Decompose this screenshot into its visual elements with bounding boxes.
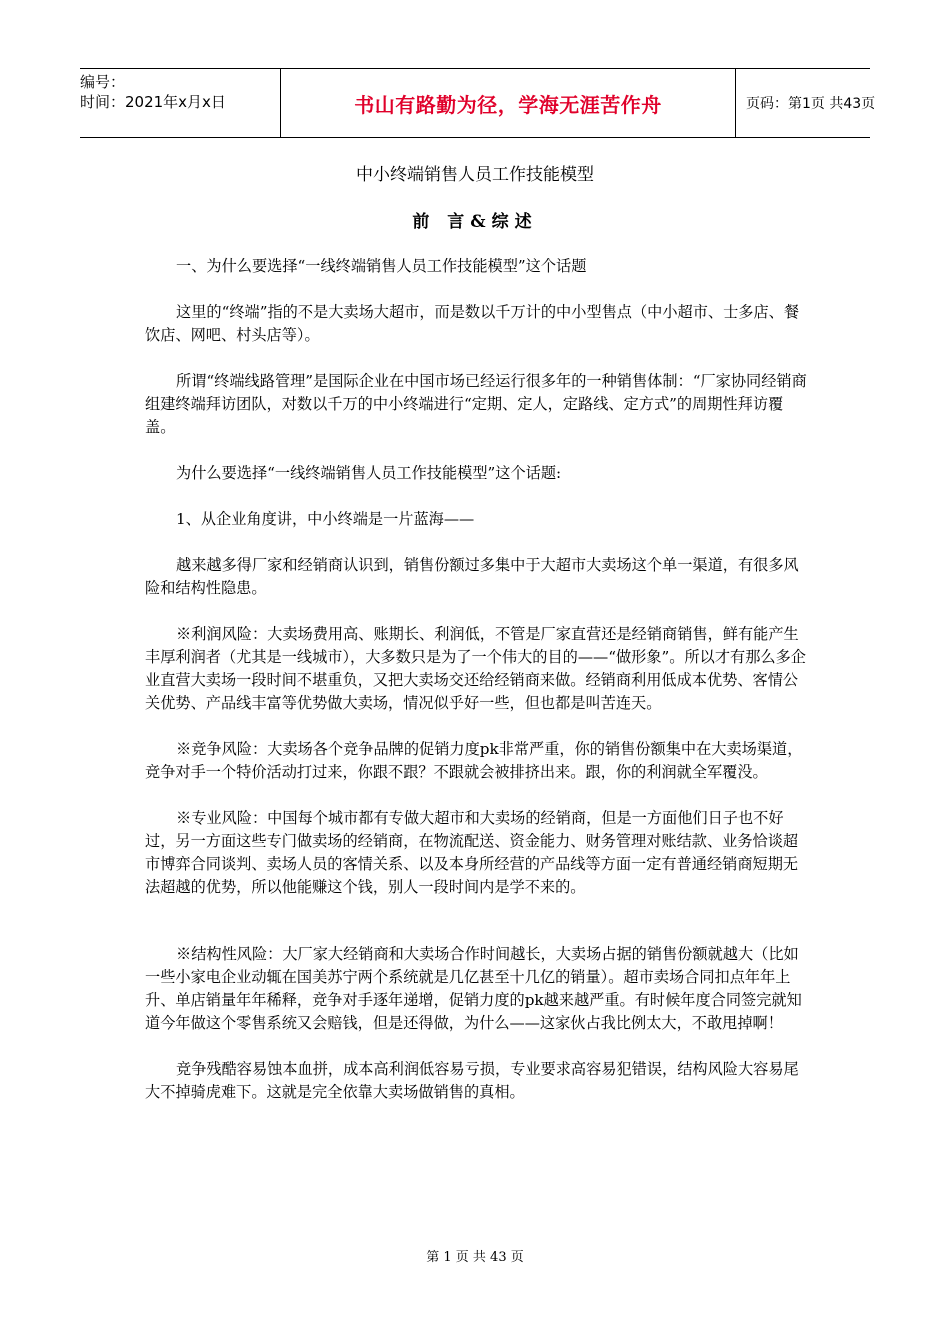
paragraph: 1、从企业角度讲，中小终端是一片蓝海—— (176, 510, 475, 528)
header-meta (80, 69, 280, 140)
page-header (80, 68, 876, 138)
paragraph: 一、为什么要选择“一线终端销售人员工作技能模型”这个话题 (176, 257, 587, 275)
section-heading: 前 言&综述 (412, 212, 538, 232)
paragraph: 为什么要选择“一线终端销售人员工作技能模型”这个话题: (176, 464, 562, 482)
paragraph: ※专业风险：中国每个城市都有专做大超市和大卖场的经销商，但是一方面他们日子也不好过，另一方面这些专门做卖场的经销商，在物流配送、资金能力、财务管理对账结款、业务恰谈超市博弈合同谈判、卖场人员的客情关系、以及本身所经营的产品线等方面一定有普通经销商短期无法超越的优势，所以他能赚这个钱，别人一段时间内是学不来的。 (145, 809, 799, 896)
document-number-label: 编号： (80, 73, 126, 91)
paragraph: ※竞争风险：大卖场各个竞争品牌的促销力度pk非常严重，你的销售份额集中在大卖场渠道，竞争对手一个特价活动打过来，你跟不跟？不跟就会被排挤出来。跟，你的利润就全军覆没。 (145, 740, 803, 781)
document-body (145, 255, 810, 1127)
header-motto-cell (280, 69, 736, 137)
header-page-info: 页码：第1页 共43页 (746, 96, 876, 112)
paragraph: ※利润风险：大卖场费用高、账期长、利润低，不管是厂家直营还是经销商销售，鲜有能产生丰厚利润者（尤其是一线城市），大多数只是为了一个伟大的目的——“做形象”。所以才有那么多企业直营大卖场一段时间不堪重负，又把大卖场交还给经销商来做。经销商利用低成本优势、客情公关优势、产品线丰富等优势做大卖场，情况似乎好一些，但也都是叫苦连天。 (145, 625, 806, 712)
document-date: 时间：2021年x月x日 (80, 93, 226, 111)
paragraph: ※结构性风险：大厂家大经销商和大卖场合作时间越长，大卖场占据的销售份额就越大（比如一些小家电企业动辄在国美苏宁两个系统就是几亿甚至十几亿的销量）。超市卖场合同扣点年年上升、单店销量年年稀释，竞争对手逐年递增，促销力度的pk越来越严重。有时候年度合同签完就知道今年做这个零售系统又会赔钱，但是还得做，为什么——这家伙占我比例太大，不敢甩掉啊！ (145, 945, 802, 1032)
paragraph: 越来越多得厂家和经销商认识到，销售份额过多集中于大超市大卖场这个单一渠道，有很多风险和结构性隐患。 (145, 556, 799, 597)
paragraph: 所谓“终端线路管理”是国际企业在中国市场已经运行很多年的一种销售体制：“厂家协同经销商组建终端拜访团队，对数以千万的中小终端进行“定期、定人，定路线、定方式”的周期性拜访覆盖。 (145, 372, 807, 436)
header-motto: 书山有路勤为径，学海无涯苦作舟 (354, 92, 662, 117)
paragraph: 这里的“终端”指的不是大卖场大超市，而是数以千万计的中小型售点（中小超市、士多店、餐饮店、网吧、村头店等）。 (145, 303, 800, 344)
paragraph: 竞争残酷容易蚀本血拼，成本高利润低容易亏损，专业要求高容易犯错误，结构风险大容易尾大不掉骑虎难下。这就是完全依靠大卖场做销售的真相。 (145, 1060, 799, 1101)
page-footer: 第 1 页 共 43 页 (426, 1250, 524, 1265)
document-title: 中小终端销售人员工作技能模型 (356, 165, 594, 185)
